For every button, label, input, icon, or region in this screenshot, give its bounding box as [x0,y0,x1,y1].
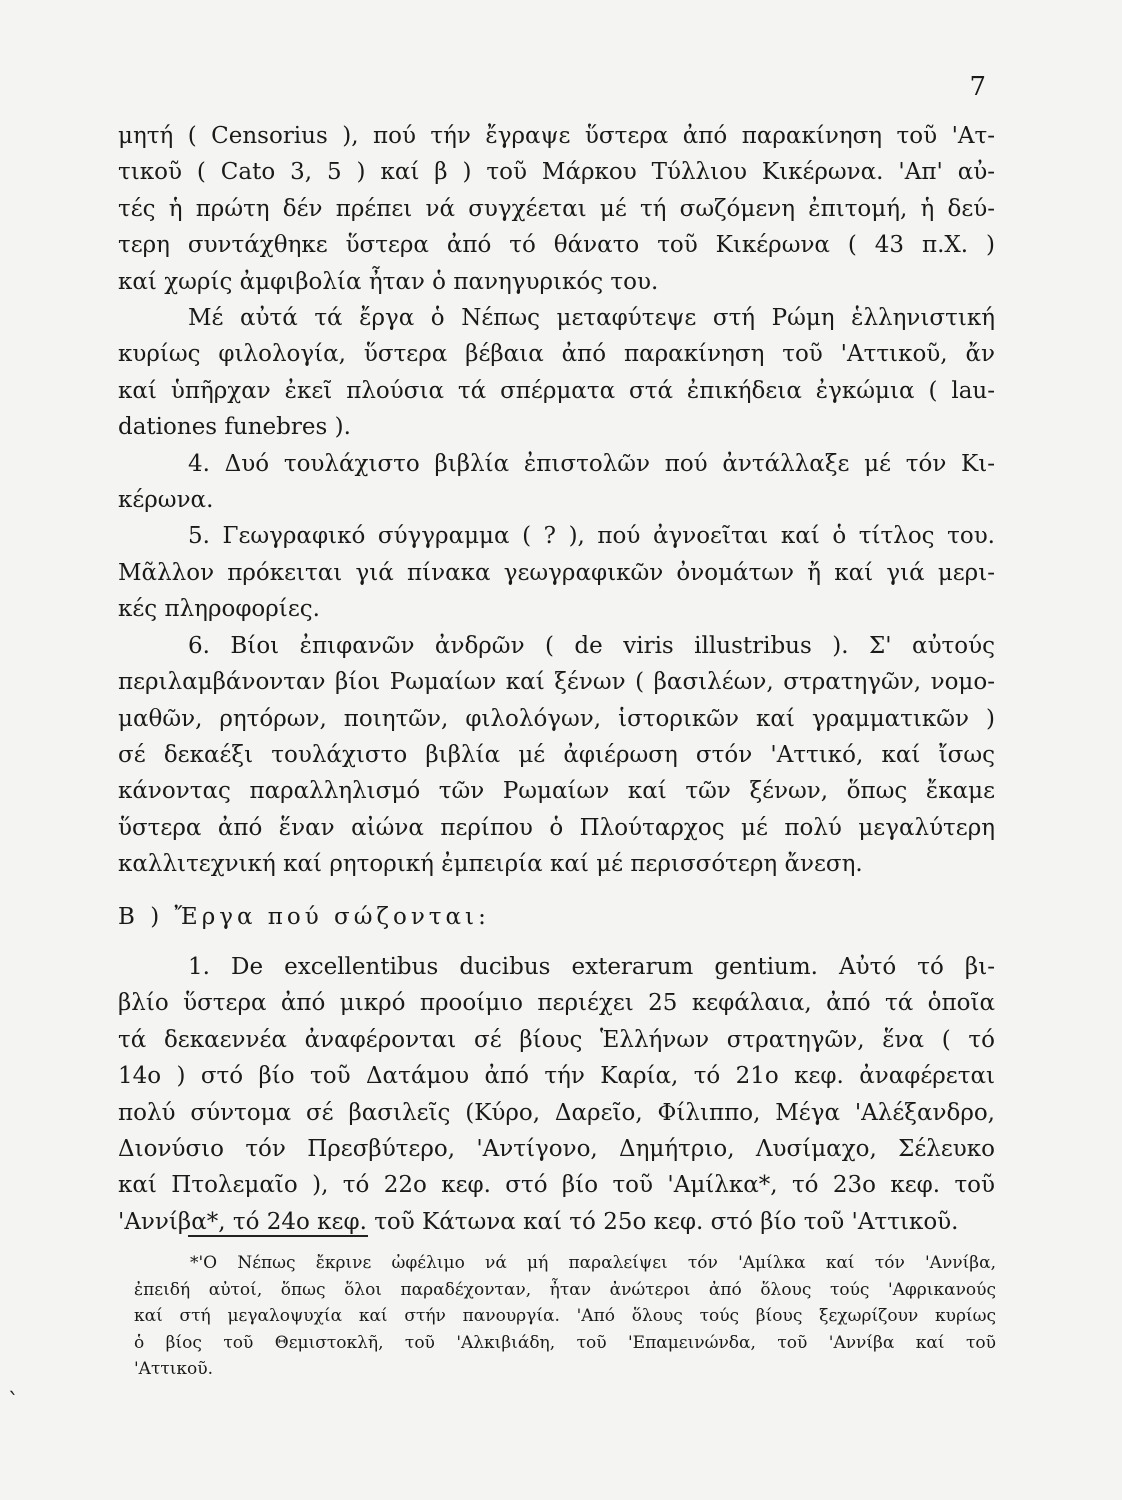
body-line: κυρίως φιλολογία, ὕστερα βέβαια ἀπό παρακίνηση τοῦ 'Αττικοῦ, ἄν [118,341,995,368]
body-line: 6. Βίοι ἐπιφανῶν ἀνδρῶν ( de viris illustribus ). Σ' αὐτούς [188,632,995,659]
body-line: 1. De excellentibus ducibus exterarum gentium. Αὐτό τό βι- [188,953,995,980]
body-line: περιλαμβάνονταν βίοι Ρωμαίων καί ξένων ( βασιλέων, στρατηγῶν, νομο- [118,669,995,696]
body-line: dationes funebres ). [118,414,351,441]
footnote [134,1250,996,1383]
body-line: τές ἡ πρώτη δέν πρέπει νά συγχέεται μέ τή σωζόμενη ἐπιτομή, ἡ δεύ- [118,195,995,222]
scan-mark: ˋ [8,1390,19,1415]
footnote-line: *'Ο Νέπως ἔκρινε ὠφέλιμο νά μή παραλείψει τόν 'Αμίλκα καί τόν 'Αννίβα, [190,1253,996,1273]
body-line: Μέ αὐτά τά ἔργα ὁ Νέπως μεταφύτεψε στή Ρώμη ἑλληνιστική [188,305,995,332]
body-line: κές πληροφορίες. [118,596,320,623]
body-line: ὕστερα ἀπό ἕναν αἰώνα περίπου ὁ Πλούταρχος μέ πολύ μεγαλύτερη [118,814,995,841]
footnote-line: καί στή μεγαλοψυχία καί στήν πανουργία. 'Από ὅλους τούς βίους ξεχωρίζουν κυρίως [134,1306,996,1326]
body-line: βλίο ὕστερα ἀπό μικρό προοίμιο περιέχει 25 κεφάλαια, ἀπό τά ὁποῖα [118,990,995,1017]
body-line: 4. Δυό τουλάχιστο βιβλία ἐπιστολῶν πού ἀντάλλαξε μέ τόν Κι- [188,450,995,477]
body-line: 14ο ) στό βίο τοῦ Δατάμου ἀπό τήν Καρία, τό 21ο κεφ. ἀναφέρεται [118,1063,995,1090]
body-line: κάνοντας παραλληλισμό τῶν Ρωμαίων καί τῶν ξένων, ὅπως ἔκαμε [118,778,995,805]
footnote-line: ὁ βίος τοῦ Θεμιστοκλῆ, τοῦ 'Αλκιβιάδη, τοῦ 'Επαμεινώνδα, τοῦ 'Αννίβα καί τοῦ [134,1332,996,1353]
body-line: Μᾶλλον πρόκειται γιά πίνακα γεωγραφικῶν ὀνομάτων ἤ καί γιά μερι- [118,559,995,586]
body-line: μαθῶν, ρητόρων, ποιητῶν, φιλολόγων, ἱστορικῶν καί γραμματικῶν ) [118,705,995,732]
body-line: μητή ( Censorius ), πού τήν ἔγραψε ὕστερα ἀπό παρακίνηση τοῦ 'Ατ- [118,123,995,149]
body-line: κέρωνα. [118,487,214,514]
section-heading: Β ) Ἔργα πού σώζονται: [118,903,490,930]
footnote-line: ἐπειδή αὐτοί, ὅπως ὅλοι παραδέχονταν, ἦταν ἀνώτεροι ἀπό ὅλους τούς 'Αφρικανούς [134,1279,996,1300]
body-line: καλλιτεχνική καί ρητορική ἐμπειρία καί μέ περισσότερη ἄνεση. [118,851,863,878]
body-line: τά δεκαεννέα ἀναφέρονται σέ βίους Ἑλλήνων στρατηγῶν, ἕνα ( τό [118,1026,995,1053]
body-line: καί ὑπῆρχαν ἐκεῖ πλούσια τά σπέρματα στά ἐπικήδεια ἐγκώμια ( lau- [118,377,995,404]
body-line: καί χωρίς ἀμφιβολία ἦταν ὁ πανηγυρικός του. [118,268,659,295]
body-line: 5. Γεωγραφικό σύγγραμμα ( ? ), πού ἀγνοεῖται καί ὁ τίτλος του. [188,523,995,550]
body-line: καί Πτολεμαῖο ), τό 22ο κεφ. στό βίο τοῦ 'Αμίλκα*, τό 23ο κεφ. τοῦ [118,1172,995,1199]
footnote-divider [188,1235,368,1237]
footnote-line: 'Αττικοῦ. [134,1359,214,1379]
body-line: 'Αννίβα*, τό 24ο κεφ. τοῦ Κάτωνα καί τό 25ο κεφ. στό βίο τοῦ 'Αττικοῦ. [118,1208,959,1235]
body-line: τικοῦ ( Cato 3, 5 ) καί β ) τοῦ Μάρκου Τύλλιου Κικέρωνα. 'Απ' αὐ- [118,159,995,186]
page-number: 7 [969,72,986,102]
body-line: σέ δεκαέξι τουλάχιστο βιβλία μέ ἀφιέρωση στόν 'Αττικό, καί ἴσως [118,741,995,768]
body-text [118,118,995,1240]
body-line: πολύ σύντομα σέ βασιλεῖς (Κύρο, Δαρεῖο, Φίλιππο, Μέγα 'Αλέξανδρο, [118,1099,995,1126]
body-line: τερη συντάχθηκε ὕστερα ἀπό τό θάνατο τοῦ Κικέρωνα ( 43 π.Χ. ) [118,232,995,259]
body-line: Διονύσιο τόν Πρεσβύτερο, 'Αντίγονο, Δημήτριο, Λυσίμαχο, Σέλευκο [118,1135,995,1162]
